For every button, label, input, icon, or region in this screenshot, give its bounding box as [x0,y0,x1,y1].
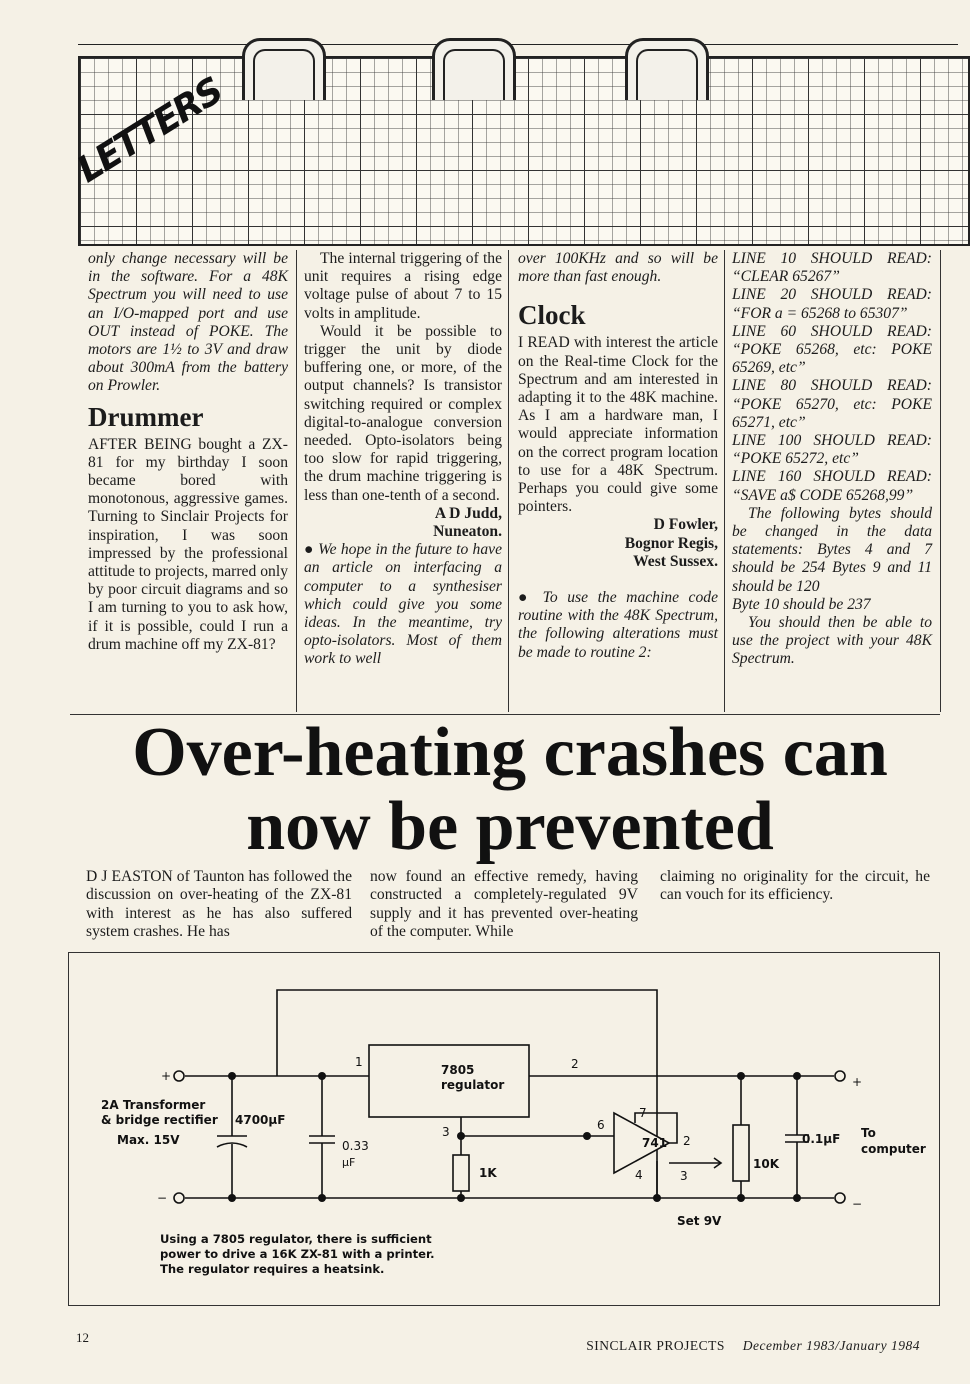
headline-line-2: now be prevented [246,788,774,865]
article-column-2: now found an effective remedy, having constructed a completely-regulated 9V supply and it has prevented over-heating of the computer. While [370,868,638,941]
opamp-pin-7: 7 [639,1106,647,1120]
opamp-pin-2: 2 [683,1134,691,1148]
editor-reply: ● To use the machine code routine with the 48K Spectrum, the following alterations must be made to routine 2: [518,589,718,662]
code-line: LINE 10 SHOULD READ: “CLEAR 65267” [732,250,932,286]
capacitor-033-label: 0.33 [342,1139,369,1153]
figure-caption: Using a 7805 regulator, there is sufficient power to drive a 16K ZX-81 with a printer. The regulator requires a heatsink. [160,1232,435,1276]
opamp-pin-6: 6 [597,1118,605,1132]
section-tag: LETTERS [70,70,230,191]
to-computer-line2: computer [861,1142,926,1156]
code-line: LINE 160 SHOULD READ: “SAVE a$ CODE 65268,99” [732,468,932,504]
capacitor-01-label: 0.1μF [802,1132,841,1146]
letters-column-1 [88,250,288,654]
letters-column-3 [518,250,718,662]
letter-paragraph: The internal triggering of the unit requires a rising edge voltage pulse of about 7 to 15 volts in amplitude. [304,250,502,322]
article-headline [70,716,950,864]
issue-date: December 1983/January 1984 [742,1338,920,1353]
column-rule [940,250,941,712]
article-column-3: claiming no originality for the circuit, he can vouch for its efficiency. [660,868,930,904]
letter-signature-county: West Sussex. [633,552,718,570]
bytes-note: The following bytes should be changed in the data statements: Bytes 4 and 7 should be 254 Bytes 9 and 11 should be 120 [732,504,932,595]
letter-paragraph: Would it be possible to trigger the unit by diode buffering one, or more, of the output channels? Is transistor switching required or complex digital-to-analogue conversion needed. Opto-isolators being too slow for rapid triggering, the drum machine triggering is less than one-tenth of a second. [304,322,502,504]
opamp-pin-4: 4 [635,1168,643,1182]
input-minus-label: − [157,1191,168,1205]
reply-continuation: over 100KHz and so will be more than fast enough. [518,250,718,286]
letter-signature-name: D Fowler, [653,516,718,534]
letter-continuation: only change necessary will be in the software. For a 48K Spectrum you will need to use an I/O-mapped port and use OUT instead of POKE. The motors are 1½ to 3V and draw about 300mA from the battery on Prowler. [88,250,288,395]
closing-note: You should then be able to use the project with your 48K Spectrum. [732,614,932,668]
column-rule [724,250,725,712]
regulator-label: 7805 [441,1063,475,1077]
letters-column-2 [304,250,502,669]
opamp-label: 741 [642,1136,668,1150]
code-line: LINE 20 SHOULD READ: “FOR a = 65268 to 65307” [732,286,932,322]
code-line: LINE 60 SHOULD READ: “POKE 65268, etc: POKE 65269, etc” [732,322,932,377]
publication-name: SINCLAIR PROJECTS [586,1338,725,1353]
regulator-pin-3: 3 [442,1125,450,1139]
opamp-pin-3: 3 [680,1169,688,1183]
code-line: LINE 100 SHOULD READ: “POKE 65272, etc” [732,432,932,468]
output-minus-label: − [852,1197,863,1211]
letter-signature-name: A D Judd, [434,504,502,522]
running-footer [586,1338,920,1354]
letter-body: I READ with interest the article on the Real-time Clock for the Spectrum and am interested in adapting it to the 48K machine. As I am a hardware man, I would appreciate information on the correct program location to use for a 48K Spectrum. Perhaps you could give some pointers. [518,334,718,516]
binder-ring-icon [242,38,326,100]
letter-heading-clock: Clock [518,300,586,331]
set-9v-label: Set 9V [677,1214,722,1228]
capacitor-033-unit: μF [342,1156,356,1169]
binder-ring-icon [625,38,709,100]
capacitor-4700-label: 4700μF [235,1113,286,1127]
page-number: 12 [76,1330,89,1345]
to-computer-line1: To [861,1126,876,1140]
letter-signature-town: Bognor Regis, [624,534,718,552]
regulator-pin-2: 2 [571,1057,579,1071]
header-rail-top [78,44,958,45]
source-label-line1: 2A Transformer [101,1098,206,1112]
headline-line-1: Over-heating crashes can [132,714,888,791]
bytes-note-10: Byte 10 should be 237 [732,595,871,613]
column-rule [296,250,297,712]
binder-ring-icon [432,38,516,100]
column-rule [508,250,509,712]
editor-reply: ● We hope in the future to have an article on interfacing a computer to a synthesiser which could give you some ideas. In the meantime, try opto-isolators. Most of them work to well [304,541,502,668]
source-label-line2: & bridge rectifier [101,1113,218,1127]
letter-signature-town: Nuneaton. [433,523,502,541]
input-plus-label: + [161,1069,172,1083]
article-column-1: D J EASTON of Taunton has followed the discussion on over-heating of the ZX-81 with interest as he has also suffered system crashes. He has [86,868,352,941]
code-line: LINE 80 SHOULD READ: “POKE 65270, etc: POKE 65271, etc” [732,377,932,431]
regulator-pin-1: 1 [355,1055,363,1069]
output-plus-label: + [852,1075,863,1089]
regulator-sublabel: regulator [441,1078,505,1092]
resistor-1k-label: 1K [479,1166,497,1180]
letters-column-4 [732,250,932,669]
letter-body: AFTER BEING bought a ZX-81 for my birthday I soon became bored with monotonous, aggressive games. Turning to Sinclair Projects for inspiration, I was soon impressed by the professional attitude to projects, marred only by poor circuit diagrams and so I am turning to you to ask how, if it is possible, could I run a drum machine off my ZX-81? [88,435,288,653]
pot-10k-label: 10K [753,1157,779,1171]
source-label-line3: Max. 15V [117,1133,180,1147]
letter-heading-drummer: Drummer [88,401,204,432]
